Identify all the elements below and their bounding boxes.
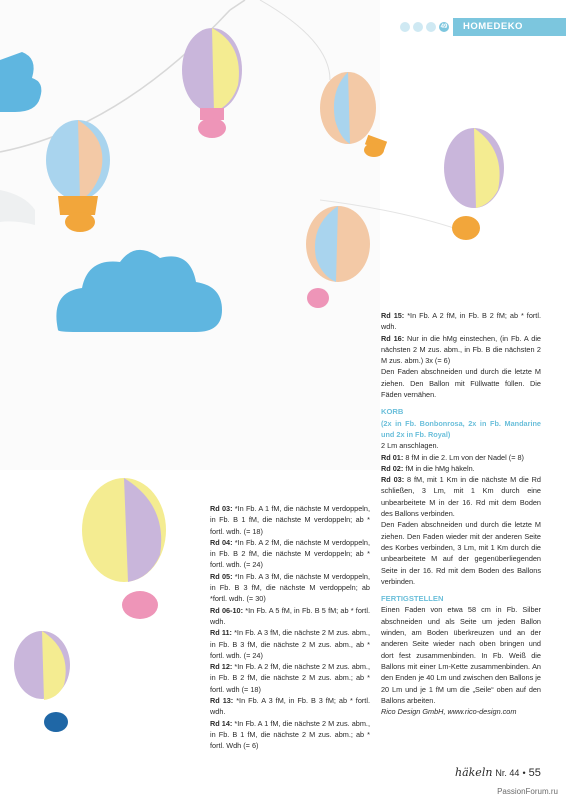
row-text: *In Fb. A 2 fM, die nächste 2 M zus. abm., in Fb. B 2 fM, die nächste 2 M zus. abm.; ab * fortl. wdh (= 18) bbox=[210, 662, 370, 694]
row-label: Rd 03: bbox=[210, 504, 233, 513]
instruction-row bbox=[210, 571, 370, 605]
row-label: Rd 12: bbox=[210, 662, 233, 672]
instruction-row bbox=[381, 463, 541, 474]
magazine-brand: häkeln bbox=[455, 766, 493, 779]
korb-paragraph: Den Faden abschneiden und durch die letzte M ziehen. Den Faden wieder mit der anderen Seite des Korbes verbinden, 3 Lm, mit 1 Km durch die unbearbeitete M auf der gegenüberliegenden Seite in der 16. Rd mit dem Boden des Ballons verbinden. bbox=[381, 520, 541, 586]
row-label: Rd 02: bbox=[381, 463, 404, 473]
row-text: *In Fb. A 2 fM, die nächste M verdoppeln, in Fb. B 2 fM, die nächste M verdoppeln; ab * fortl. wdh. (= 24) bbox=[210, 537, 370, 570]
fertig-title: FERTIGSTELLEN bbox=[381, 594, 444, 604]
instruction-row bbox=[210, 503, 370, 537]
fertig-text: Einen Faden von etwa 58 cm in Fb. Silber abschneiden und als Seite um jeden Ballon winden, am Boden überkreuzen und an der anderen Seite wieder nach oben bringen und dort fest zusammenbinden. In Fb. Weiß die Ballons mit einer Lm-Kette zusammenbinden. An den Enden je 40 Lm und zwischen den Ballons je 20 Lm und je 1 fM um die „Seile“ oben auf den Ballons arbeiten. bbox=[381, 605, 541, 705]
korb-subtitle: (2x in Fb. Bonbonrosa, 2x in Fb. Mandarine und 2x in Fb. Royal) bbox=[381, 418, 541, 439]
row-text: Nur in die hMg einstechen, (in Fb. A die nächsten 2 M zus. abm., in Fb. B die nächsten 2 M zus. abm.) 3x (= 6) bbox=[381, 333, 541, 366]
row-text: *In Fb. A 2 fM, in Fb. B 2 fM; ab * fortl. wdh. bbox=[381, 311, 541, 332]
instruction-row bbox=[210, 627, 370, 661]
credit: Rico Design GmbH, www.rico-design.com bbox=[381, 707, 517, 717]
row-text: 8 fM in die 2. Lm von der Nadel (= 8) bbox=[403, 452, 524, 462]
instructions-col-2 bbox=[381, 310, 541, 717]
dot-badge: 49 bbox=[440, 24, 448, 30]
instruction-row bbox=[210, 537, 370, 571]
instruction-row bbox=[381, 452, 541, 463]
instruction-row bbox=[381, 310, 541, 333]
row-text: fM in die hMg häkeln. bbox=[403, 463, 475, 473]
paragraph: Den Faden abschneiden und durch die letzte M ziehen. Den Ballon mit Füllwatte füllen. Die Fäden vernähen. bbox=[381, 367, 541, 400]
instruction-row bbox=[381, 333, 541, 367]
watermark: PassionForum.ru bbox=[497, 787, 558, 796]
instruction-row bbox=[210, 695, 370, 718]
section-header bbox=[400, 18, 566, 36]
dot bbox=[400, 22, 410, 32]
row-text: *In Fb. A 1 fM, die nächste 2 M zus. abm., in Fb. B 1 fM, die nächste 2 M zus. abm.; ab * fortl. Wdh (= 6) bbox=[210, 718, 370, 751]
page-dots bbox=[400, 22, 449, 32]
dot bbox=[413, 22, 423, 32]
balloon-d bbox=[444, 128, 504, 240]
row-label: Rd 06-10: bbox=[210, 605, 244, 615]
row-label: Rd 13: bbox=[210, 696, 234, 706]
issue-number: Nr. 44 bbox=[495, 768, 520, 778]
instruction-row bbox=[210, 605, 370, 628]
row-label: Rd 03: bbox=[381, 475, 405, 485]
instruction-row bbox=[210, 718, 370, 752]
page-number: 55 bbox=[528, 767, 541, 779]
page-footer bbox=[455, 766, 541, 779]
dot bbox=[426, 22, 436, 32]
row-label: Rd 01: bbox=[381, 452, 404, 462]
instruction-row bbox=[210, 661, 370, 695]
section-label: HOMEDEKO bbox=[453, 18, 566, 36]
row-text: *In Fb. A 3 fM, die nächste M verdoppeln, in Fb. B 3 fM, die nächste M verdoppeln; ab *fortl. wdh. (= 30) bbox=[210, 571, 370, 604]
instruction-row bbox=[381, 474, 541, 519]
row-text: *In Fb. A 3 fM, in Fb. B 3 fM; ab * fortl. wdh. bbox=[210, 696, 370, 717]
row-text: *In Fb. A 1 fM, die nächste M verdoppeln, in Fb. B 1 fM, die nächste M verdoppeln; ab * fortl. wdh. (= 18) bbox=[210, 504, 370, 536]
row-label: Rd 16: bbox=[381, 333, 405, 343]
row-label: Rd 14: bbox=[210, 718, 233, 728]
row-label: Rd 04: bbox=[210, 537, 233, 547]
row-label: Rd 11: bbox=[210, 628, 232, 638]
bullet: • bbox=[522, 768, 526, 778]
row-text: 8 fM, mit 1 Km in die nächste M die Rd schließen, 3 Lm, mit 1 Km durch eine unbearbeitete M in der 16. Rd mit dem Boden des Ballons verbinden. bbox=[381, 475, 541, 519]
korb-intro: 2 Lm anschlagen. bbox=[381, 441, 439, 451]
row-label: Rd 15: bbox=[381, 311, 405, 320]
row-text: *In Fb. A 5 fM, in Fb. B 5 fM; ab * fortl. wdh. bbox=[210, 605, 370, 626]
row-text: *In Fb. A 3 fM, die nächste 2 M zus. abm., in Fb. B 3 fM, die nächste 2 M zus. abm., ab * fortl. wdh. (= 24) bbox=[210, 628, 370, 660]
instructions-col-1 bbox=[210, 503, 370, 752]
row-label: Rd 05: bbox=[210, 571, 233, 581]
korb-title: KORB bbox=[381, 407, 404, 417]
